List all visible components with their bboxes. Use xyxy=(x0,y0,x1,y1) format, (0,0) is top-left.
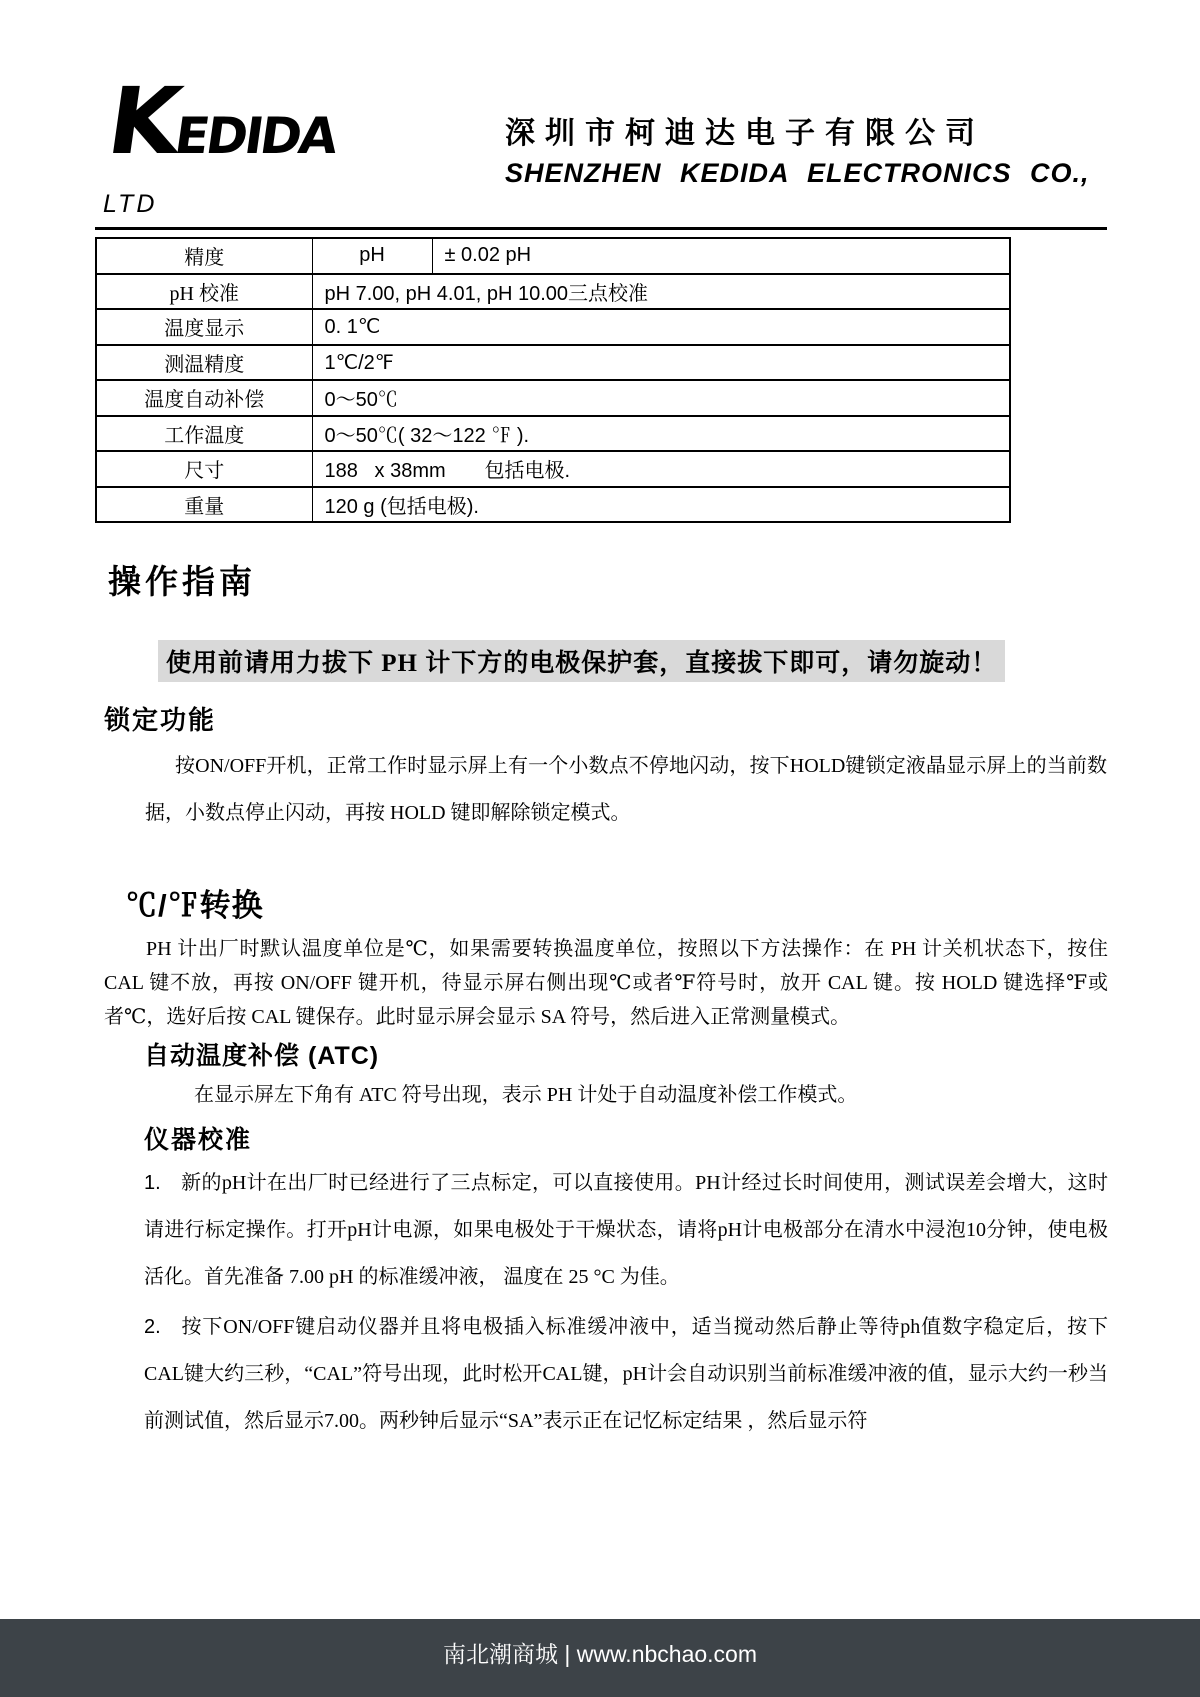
spec-label: 测温精度 xyxy=(96,345,312,381)
company-logo xyxy=(101,68,339,186)
step-number: 1. xyxy=(144,1172,161,1194)
spec-label: 工作温度 xyxy=(96,416,312,452)
spec-value: ± 0.02 pH xyxy=(432,238,1010,274)
spec-label: pH 校准 xyxy=(96,274,312,310)
calibration-step xyxy=(144,1304,1108,1445)
header-divider xyxy=(95,227,1107,230)
spec-row xyxy=(96,380,1010,416)
spec-row xyxy=(96,345,1010,381)
footer-site-text: 南北潮商城 | www.nbchao.com xyxy=(442,1641,757,1667)
spec-row xyxy=(96,451,1010,487)
spec-value: 0. 1℃ xyxy=(312,309,1010,345)
company-name-cn: 深圳市柯迪达电子有限公司 xyxy=(505,117,985,150)
spec-value: 120 g (包括电极). xyxy=(312,487,1010,523)
spec-row xyxy=(96,309,1010,345)
spec-row xyxy=(96,487,1010,523)
spec-row xyxy=(96,238,1010,274)
step-number: 2. xyxy=(144,1316,161,1338)
spec-value: 188 x 38mm 包括电极. xyxy=(312,451,1010,487)
spec-value: pH 7.00, pH 4.01, pH 10.00三点校准 xyxy=(312,274,1010,310)
spec-label: 重量 xyxy=(96,487,312,523)
page-footer xyxy=(0,1619,1200,1697)
spec-value: 1℃/2℉ xyxy=(312,345,1010,381)
section-title-operation-guide: 操作指南 xyxy=(108,565,256,601)
section-title-lock-function: 锁定功能 xyxy=(104,705,217,735)
company-name-en: SHENZHEN KEDIDA ELECTRONICS CO., xyxy=(505,158,1090,188)
calibration-step xyxy=(144,1160,1108,1301)
warning-banner: 使用前请用力拔下 PH 计下方的电极保护套，直接拔下即可，请勿旋动！ xyxy=(158,640,1005,682)
section-title-temp-unit-switch: ℃/℉转换 xyxy=(126,888,264,923)
step-text: 按下ON/OFF键启动仪器并且将电极插入标准缓冲液中，适当搅动然后静止等待ph值数字稳定后，按下CAL键大约三秒，“CAL”符号出现，此时松开CAL键，pH计会自动识别当前标准缓冲液的值，显示大约一秒当前测试值，然后显示7.00。两秒钟后显示“SA”表示正在记忆标定结果 ，然后显示符 xyxy=(144,1316,1108,1432)
spec-table xyxy=(95,237,1011,523)
spec-row xyxy=(96,416,1010,452)
company-name-en-cont: LTD xyxy=(103,190,158,218)
logo-text: KEDIDA xyxy=(101,68,339,175)
spec-value: 0～50℃( 32～122 ℉ ). xyxy=(312,416,1010,452)
temp-unit-switch-paragraph: PH 计出厂时默认温度单位是℃，如果需要转换温度单位，按照以下方法操作：在 PH 计关机状态下，按住 CAL 键不放，再按 ON/OFF 键开机，待显示屏右侧出现℃或者℉符号时，放开 CAL 键。按 HOLD 键选择℉或者℃，选好后按 CAL 键保存。此时显示屏会显示 SA 符号，然后进入正常测量模式。 xyxy=(104,938,1108,1028)
section-title-atc: 自动温度补偿 (ATC) xyxy=(144,1042,380,1070)
spec-label: 温度显示 xyxy=(96,309,312,345)
calibration-steps xyxy=(144,1160,1108,1448)
spec-label: 温度自动补偿 xyxy=(96,380,312,416)
step-text: 新的pH计在出厂时已经进行了三点标定，可以直接使用。PH计经过长时间使用，测试误差会增大，这时请进行标定操作。打开pH计电源，如果电极处于干燥状态，请将pH计电极部分在清水中浸泡10分钟，使电极活化。首先准备 7.00 pH 的标准缓冲液， 温度在 25 °C 为佳。 xyxy=(144,1172,1108,1288)
spec-label: 尺寸 xyxy=(96,451,312,487)
section-title-calibration: 仪器校准 xyxy=(144,1126,253,1154)
atc-paragraph: 在显示屏左下角有 ATC 符号出现，表示 PH 计处于自动温度补偿工作模式。 xyxy=(194,1084,858,1106)
spec-sub-value: pH xyxy=(312,238,432,274)
lock-function-paragraph: 按ON/OFF开机，正常工作时显示屏上有一个小数点不停地闪动，按下HOLD键锁定液晶显示屏上的当前数据，小数点停止闪动，再按 HOLD 键即解除锁定模式。 xyxy=(145,755,1107,824)
spec-row xyxy=(96,274,1010,310)
spec-label: 精度 xyxy=(96,238,312,274)
spec-value: 0～50℃ xyxy=(312,380,1010,416)
